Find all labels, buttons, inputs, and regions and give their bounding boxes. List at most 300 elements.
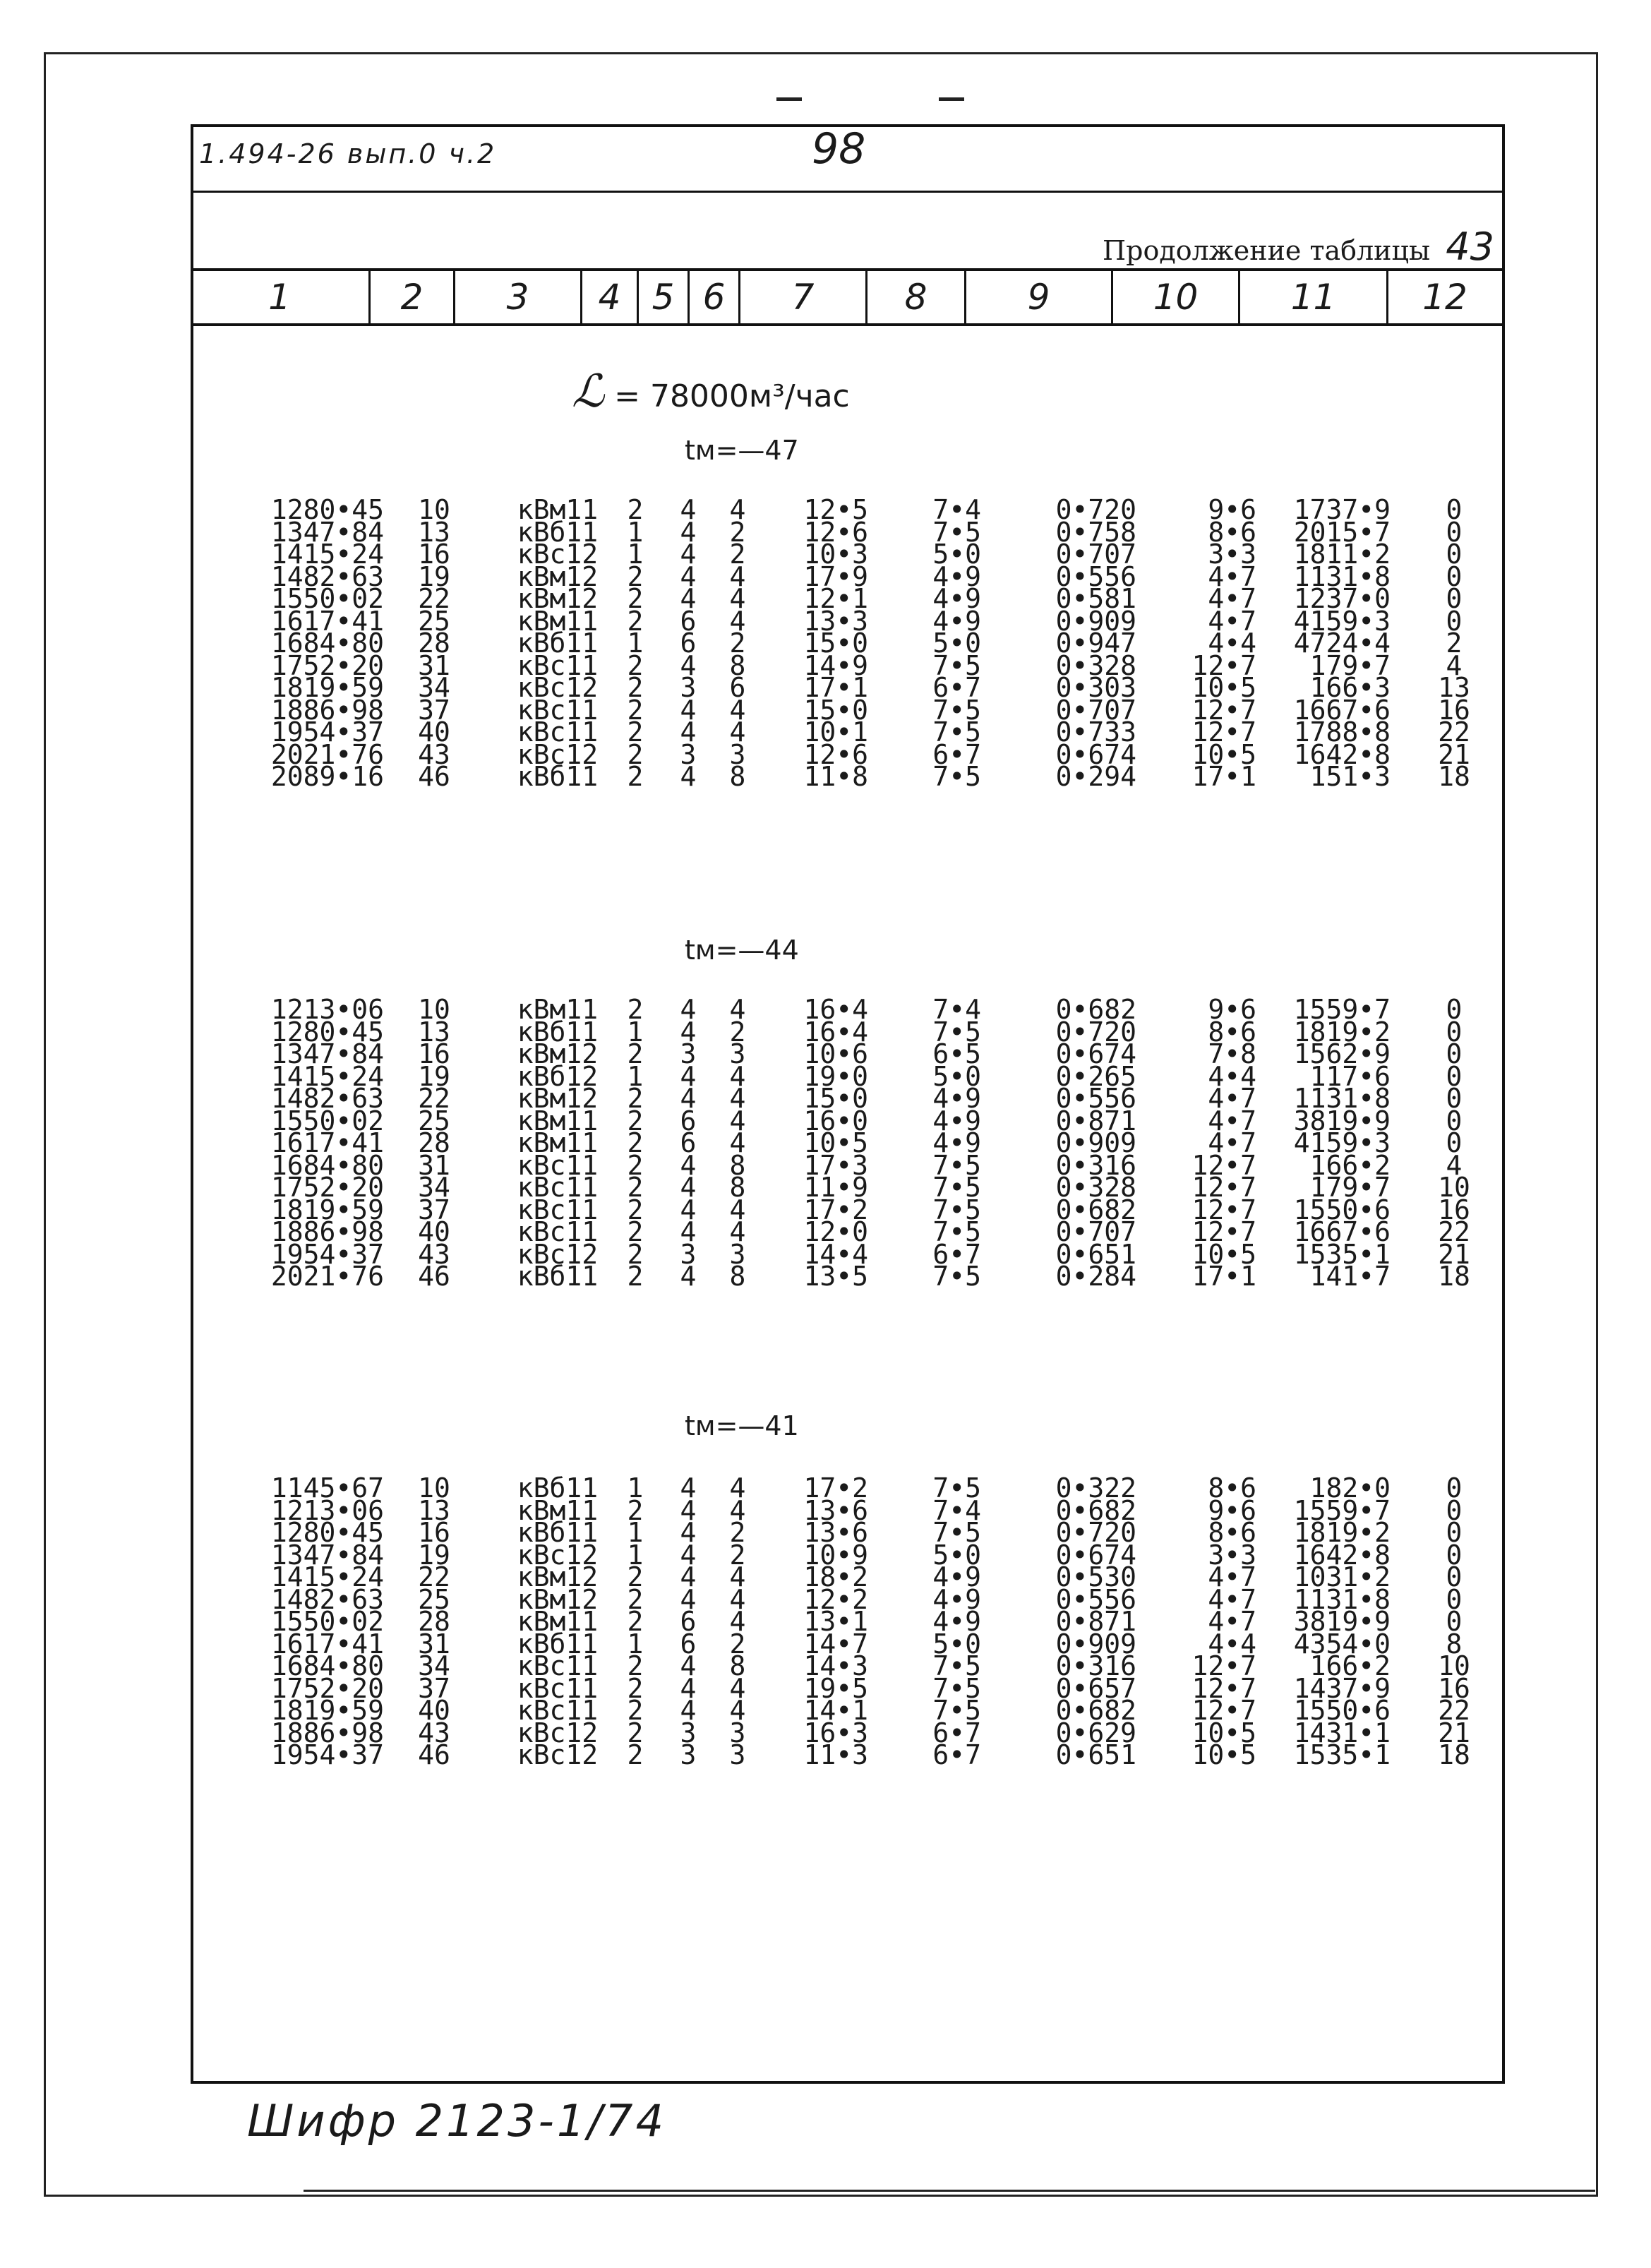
table-cell: кВм11 (517, 1495, 599, 1526)
table-cell: 1 (627, 628, 644, 659)
table-cell: 4 (729, 1127, 746, 1158)
table-cell: 2 (627, 606, 644, 637)
table-cell: кВб12 (517, 1061, 599, 1092)
table-cell: 4 (1446, 1150, 1463, 1181)
table-cell: 1684•80 (270, 1650, 384, 1681)
table-cell: 1752•20 (270, 1172, 384, 1203)
table-cell: 4 (1446, 650, 1463, 681)
table-cell: 17•1 (803, 672, 868, 703)
table-cell: 8 (729, 1172, 746, 1203)
table-cell: кВс12 (517, 672, 599, 703)
table-cell: 1 (627, 1016, 644, 1048)
table-cell: 7•8 (1208, 1038, 1256, 1069)
table-cell: 17•1 (1191, 761, 1256, 792)
table-cell: 0•303 (1055, 672, 1136, 703)
table-cell: 22 (1438, 1695, 1470, 1726)
table-cell: 4 (729, 1472, 746, 1504)
table-cell: 1437•9 (1293, 1673, 1391, 1704)
table-cell: 17•2 (803, 1472, 868, 1504)
table-cell: 46 (418, 761, 450, 792)
table-cell: 2 (627, 695, 644, 726)
table-cell: 12•7 (1191, 1172, 1256, 1203)
table-cell: 16 (1438, 695, 1470, 726)
table-cell: 4•9 (932, 1606, 981, 1637)
table-cell: 1737•9 (1293, 494, 1391, 525)
table-cell: 4 (680, 1673, 697, 1704)
table-cell: 2 (627, 1105, 644, 1136)
table-cell: 19 (418, 1540, 450, 1571)
table-cell: 2 (729, 1517, 746, 1548)
section-title: tм=—47 (685, 435, 799, 466)
table-cell: 3 (680, 1717, 697, 1748)
table-cell: 16 (418, 1517, 450, 1548)
table-cell: 11•8 (803, 761, 868, 792)
table-cell: 1535•1 (1293, 1739, 1391, 1770)
table-cell: 0 (1446, 1016, 1463, 1048)
table-cell: 0 (1446, 1517, 1463, 1548)
table-cell: 2 (627, 1194, 644, 1225)
table-cell: 1617•41 (270, 1628, 384, 1660)
table-cell: 0•530 (1055, 1561, 1136, 1592)
table-cell: 1886•98 (270, 695, 384, 726)
table-cell: 1347•84 (270, 1540, 384, 1571)
table-cell: кВб11 (517, 1472, 599, 1504)
table-cell: 10 (1438, 1650, 1470, 1681)
table-cell: 3 (680, 1038, 697, 1069)
table-cell: 0 (1446, 1495, 1463, 1526)
table-cell: 4 (729, 1216, 746, 1247)
table-cell: 4•7 (1208, 1127, 1256, 1158)
table-cell: 5•0 (932, 539, 981, 570)
table-cell: 1550•6 (1293, 1194, 1391, 1225)
table-cell: 13 (418, 1016, 450, 1048)
table-cell: 4159•3 (1293, 1127, 1391, 1158)
table-cell: 22 (418, 1561, 450, 1592)
table-cell: 14•1 (803, 1695, 868, 1726)
table-cell: 1482•63 (270, 561, 384, 592)
table-cell: 7•5 (932, 1650, 981, 1681)
table-cell: кВс11 (517, 1150, 599, 1181)
table-cell: 2 (729, 1016, 746, 1048)
table-cell: 7•5 (932, 650, 981, 681)
table-cell: 12•7 (1191, 695, 1256, 726)
document-reference: 1.494-26 вып.0 ч.2 (199, 138, 497, 169)
table-cell: кВб11 (517, 1261, 599, 1292)
table-cell: 1550•6 (1293, 1695, 1391, 1726)
table-cell: 0•682 (1055, 1194, 1136, 1225)
table-cell: 6 (680, 1105, 697, 1136)
table-cell: 4 (680, 1150, 697, 1181)
table-cell: 0 (1446, 561, 1463, 592)
table-cell: 4 (729, 494, 746, 525)
table-cell: 4 (729, 1495, 746, 1526)
table-cell: 10•1 (803, 716, 868, 748)
table-cell: 13 (418, 517, 450, 548)
table-cell: 3•3 (1208, 1540, 1256, 1571)
table-cell: 4354•0 (1293, 1628, 1391, 1660)
table-cell: 10•6 (803, 1038, 868, 1069)
table-cell: 5•0 (932, 628, 981, 659)
table-cell: 4 (680, 494, 697, 525)
table-cell: 1819•59 (270, 1194, 384, 1225)
table-cell: 19•5 (803, 1673, 868, 1704)
table-cell: 1 (627, 1517, 644, 1548)
table-cell: 0•316 (1055, 1650, 1136, 1681)
table-cell: 4•7 (1208, 1561, 1256, 1592)
table-cell: 15•0 (803, 1083, 868, 1114)
table-cell: 22 (1438, 1216, 1470, 1247)
table-cell: 3 (729, 1038, 746, 1069)
table-cell: 12•7 (1191, 650, 1256, 681)
table-cell: 2 (627, 1083, 644, 1114)
table-cell: 7•4 (932, 1495, 981, 1526)
table-cell: 12•1 (803, 583, 868, 614)
scan-mark (939, 97, 964, 101)
table-continuation-caption (1103, 224, 1494, 269)
table-cell: 4 (680, 1061, 697, 1092)
column-header: 8 (867, 271, 966, 323)
table-cell: 3 (729, 739, 746, 770)
table-cell: 6 (680, 1127, 697, 1158)
table-cell: 0 (1446, 583, 1463, 614)
table-cell: 6 (680, 628, 697, 659)
table-cell: 2015•7 (1293, 517, 1391, 548)
table-cell: 1819•2 (1293, 1517, 1391, 1548)
table-cell: 4 (680, 994, 697, 1025)
table-cell: 10•3 (803, 539, 868, 570)
table-cell: 12•7 (1191, 1150, 1256, 1181)
table-cell: 10•5 (1191, 739, 1256, 770)
table-cell: 2 (627, 1150, 644, 1181)
table-cell: 4 (729, 695, 746, 726)
table-cell: 1347•84 (270, 1038, 384, 1069)
table-cell: 3819•9 (1293, 1606, 1391, 1637)
table-cell: 1954•37 (270, 716, 384, 748)
table-cell: кВб11 (517, 1517, 599, 1548)
table-cell: 0•707 (1055, 1216, 1136, 1247)
table-cell: 0•720 (1055, 1016, 1136, 1048)
table-cell: 3 (729, 1739, 746, 1770)
table-cell: 2 (627, 1495, 644, 1526)
table-cell: 2 (627, 1717, 644, 1748)
table-cell: 16•0 (803, 1105, 868, 1136)
table-cell: 4 (680, 1540, 697, 1571)
table-cell: 2 (627, 1261, 644, 1292)
table-cell: 166•2 (1309, 1150, 1391, 1181)
table-cell: 25 (418, 1584, 450, 1615)
table-cell: 4•7 (1208, 1105, 1256, 1136)
table-cell: 13•6 (803, 1517, 868, 1548)
table-cell: 4 (680, 539, 697, 570)
page-number: 98 (812, 124, 866, 174)
table-cell: 2 (627, 1695, 644, 1726)
table-cell: 2 (627, 1561, 644, 1592)
table-cell: 0•328 (1055, 1172, 1136, 1203)
table-cell: 1 (627, 539, 644, 570)
table-cell: 12•5 (803, 494, 868, 525)
table-cell: кВм12 (517, 583, 599, 614)
table-cell: 4 (729, 1584, 746, 1615)
table-cell: 17•3 (803, 1150, 868, 1181)
table-cell: 2 (627, 1239, 644, 1270)
table-cell: 4•4 (1208, 1061, 1256, 1092)
table-cell: кВс11 (517, 1216, 599, 1247)
table-cell: 1642•8 (1293, 739, 1391, 770)
table-cell: 4 (729, 561, 746, 592)
flow-value: = 78000м³/час (614, 378, 850, 414)
table-cell: 43 (418, 739, 450, 770)
table-cell: 0•674 (1055, 739, 1136, 770)
table-cell: 10•5 (1191, 1739, 1256, 1770)
table-cell: 4 (680, 695, 697, 726)
table-cell: 4•9 (932, 1083, 981, 1114)
column-header: 4 (582, 271, 639, 323)
table-cell: 1684•80 (270, 1150, 384, 1181)
table-cell: 4•4 (1208, 628, 1256, 659)
table-cell: 3 (680, 739, 697, 770)
table-cell: 4•7 (1208, 1606, 1256, 1637)
table-cell: 4•7 (1208, 606, 1256, 637)
table-cell: 37 (418, 1194, 450, 1225)
section-title: tм=—41 (685, 1410, 799, 1441)
table-cell: 2 (627, 583, 644, 614)
table-cell: 34 (418, 672, 450, 703)
table-cell: 13 (418, 1495, 450, 1526)
table-cell: 8 (729, 650, 746, 681)
table-cell: 4159•3 (1293, 606, 1391, 637)
table-cell: 1752•20 (270, 1673, 384, 1704)
table-cell: 1886•98 (270, 1717, 384, 1748)
table-cell: 4•7 (1208, 1584, 1256, 1615)
table-cell: 7•5 (932, 1472, 981, 1504)
table-cell: 16•4 (803, 1016, 868, 1048)
table-cell: 1482•63 (270, 1584, 384, 1615)
table-cell: 1617•41 (270, 606, 384, 637)
table-cell: 12•7 (1191, 1650, 1256, 1681)
table-cell: 2 (729, 628, 746, 659)
table-cell: 2 (627, 1216, 644, 1247)
table-cell: 0•674 (1055, 1540, 1136, 1571)
table-cell: 1 (627, 517, 644, 548)
table-cell: кВс11 (517, 1650, 599, 1681)
table-cell: 5•0 (932, 1061, 981, 1092)
table-cell: 2 (627, 716, 644, 748)
table-cell: 40 (418, 1216, 450, 1247)
table-cell: 7•5 (932, 1673, 981, 1704)
table-cell: 18 (1438, 761, 1470, 792)
table-cell: 2021•76 (270, 739, 384, 770)
table-cell: 179•7 (1309, 1172, 1391, 1203)
section-title: tм=—44 (685, 935, 799, 966)
table-cell: 28 (418, 1127, 450, 1158)
table-cell: кВм12 (517, 1561, 599, 1592)
table-cell: 4•9 (932, 561, 981, 592)
table-cell: 9•6 (1208, 994, 1256, 1025)
table-cell: 4 (729, 1695, 746, 1726)
table-cell: кВб11 (517, 1628, 599, 1660)
table-cell: кВс11 (517, 650, 599, 681)
table-cell: 4•7 (1208, 583, 1256, 614)
table-cell: 0 (1446, 1038, 1463, 1069)
table-cell: кВб11 (517, 1016, 599, 1048)
table-cell: 25 (418, 606, 450, 637)
table-cell: 25 (418, 1105, 450, 1136)
table-cell: 0•674 (1055, 1038, 1136, 1069)
table-cell: 6 (729, 672, 746, 703)
table-cell: 18 (1438, 1261, 1470, 1292)
table-cell: кВм12 (517, 1584, 599, 1615)
table-cell: 0•581 (1055, 583, 1136, 614)
table-cell: 2089•16 (270, 761, 384, 792)
table-cell: 1819•2 (1293, 1016, 1391, 1048)
table-cell: 3•3 (1208, 539, 1256, 570)
table-cell: 0•328 (1055, 650, 1136, 681)
table-cell: 5•0 (932, 1540, 981, 1571)
table-cell: 1550•02 (270, 583, 384, 614)
table-cell: 10•5 (1191, 672, 1256, 703)
table-cell: 6•7 (932, 672, 981, 703)
table-cell: 1811•2 (1293, 539, 1391, 570)
table-cell: кВм11 (517, 994, 599, 1025)
table-cell: 13•3 (803, 606, 868, 637)
table-cell: 2 (627, 1584, 644, 1615)
table-cell: 0•871 (1055, 1606, 1136, 1637)
table-cell: 37 (418, 1673, 450, 1704)
table-cell: 22 (418, 583, 450, 614)
table-cell: 4724•4 (1293, 628, 1391, 659)
footer-code: Шифр 2123-1/74 (247, 2095, 667, 2147)
table-cell: 4 (729, 1606, 746, 1637)
table-cell: 1415•24 (270, 1061, 384, 1092)
table-cell: 46 (418, 1739, 450, 1770)
table-cell: 0•707 (1055, 539, 1136, 570)
table-cell: кВс12 (517, 1717, 599, 1748)
table-cell: кВб11 (517, 761, 599, 792)
table-cell: 12•2 (803, 1584, 868, 1615)
table-cell: 4 (680, 1561, 697, 1592)
table-cell: 12•6 (803, 517, 868, 548)
table-cell: 3819•9 (1293, 1105, 1391, 1136)
table-cell: 4 (729, 1194, 746, 1225)
table-cell: 2 (627, 1606, 644, 1637)
flow-symbol: ℒ (572, 366, 605, 418)
table-cell: 8 (1446, 1628, 1463, 1660)
table-cell: 7•5 (932, 517, 981, 548)
table-cell: 3 (729, 1239, 746, 1270)
table-cell: 19 (418, 1061, 450, 1092)
table-cell: 4 (680, 1495, 697, 1526)
table-cell: 4 (729, 716, 746, 748)
table-cell: 16•3 (803, 1717, 868, 1748)
table-cell: кВм11 (517, 1127, 599, 1158)
column-header-row (191, 268, 1505, 326)
table-cell: 0•629 (1055, 1717, 1136, 1748)
table-cell: 0•316 (1055, 1150, 1136, 1181)
table-cell: 4•7 (1208, 561, 1256, 592)
table-cell: 2 (627, 561, 644, 592)
table-cell: 4 (680, 1016, 697, 1048)
table-cell: 6•7 (932, 1739, 981, 1770)
table-cell: 1415•24 (270, 539, 384, 570)
table-cell: 6•7 (932, 739, 981, 770)
table-cell: 1684•80 (270, 628, 384, 659)
table-cell: 2 (729, 517, 746, 548)
table-cell: 1954•37 (270, 1739, 384, 1770)
table-cell: 31 (418, 650, 450, 681)
table-cell: 3 (680, 1239, 697, 1270)
table-cell: кВм12 (517, 1083, 599, 1114)
table-cell: 13•5 (803, 1261, 868, 1292)
table-cell: 5•0 (932, 1628, 981, 1660)
table-cell: 11•3 (803, 1739, 868, 1770)
table-cell: 0•682 (1055, 1495, 1136, 1526)
column-header: 5 (639, 271, 690, 323)
table-cell: кВс11 (517, 1673, 599, 1704)
table-cell: 31 (418, 1150, 450, 1181)
table-cell: 4 (680, 1194, 697, 1225)
table-cell: 4 (729, 994, 746, 1025)
table-cell: 40 (418, 716, 450, 748)
table-cell: 19 (418, 561, 450, 592)
table-cell: кВс11 (517, 1194, 599, 1225)
table-cell: 21 (1438, 1717, 1470, 1748)
table-cell: 8•6 (1208, 1517, 1256, 1548)
table-cell: 0 (1446, 517, 1463, 548)
table-cell: 4•7 (1208, 1083, 1256, 1114)
bottom-rule (304, 2190, 1595, 2192)
table-cell: 8•6 (1208, 1016, 1256, 1048)
table-cell: 1562•9 (1293, 1038, 1391, 1069)
table-cell: 10 (1438, 1172, 1470, 1203)
continuation-text: Продолжение таблицы (1103, 235, 1431, 266)
column-header: 2 (371, 271, 455, 323)
table-cell: 0•871 (1055, 1105, 1136, 1136)
table-cell: 2 (627, 1650, 644, 1681)
scan-mark (776, 97, 802, 101)
table-cell: 43 (418, 1239, 450, 1270)
table-cell: 2 (627, 1127, 644, 1158)
table-cell: 2 (627, 994, 644, 1025)
table-cell: 2 (729, 1628, 746, 1660)
table-cell: 4 (680, 561, 697, 592)
table-cell: 6•5 (932, 1038, 981, 1069)
table-cell: 1752•20 (270, 650, 384, 681)
table-cell: кВс12 (517, 739, 599, 770)
table-cell: 21 (1438, 1239, 1470, 1270)
table-cell: 10 (418, 994, 450, 1025)
table-cell: кВм12 (517, 561, 599, 592)
table-cell: 22 (1438, 716, 1470, 748)
table-cell: 2 (627, 739, 644, 770)
table-cell: 7•5 (932, 1695, 981, 1726)
table-cell: 4 (680, 1584, 697, 1615)
table-cell: кВб11 (517, 517, 599, 548)
table-cell: 16 (1438, 1194, 1470, 1225)
table-cell: 4 (680, 716, 697, 748)
table-cell: 1131•8 (1293, 1584, 1391, 1615)
table-cell: 34 (418, 1172, 450, 1203)
table-cell: 1415•24 (270, 1561, 384, 1592)
table-cell: 2 (627, 494, 644, 525)
table-cell: 4•9 (932, 1105, 981, 1136)
table-cell: 9•6 (1208, 1495, 1256, 1526)
table-cell: 1559•7 (1293, 1495, 1391, 1526)
table-cell: 12•6 (803, 739, 868, 770)
column-header: 12 (1422, 277, 1467, 318)
table-cell: 0•733 (1055, 716, 1136, 748)
table-cell: 0•720 (1055, 494, 1136, 525)
table-cell: 0•322 (1055, 1472, 1136, 1504)
